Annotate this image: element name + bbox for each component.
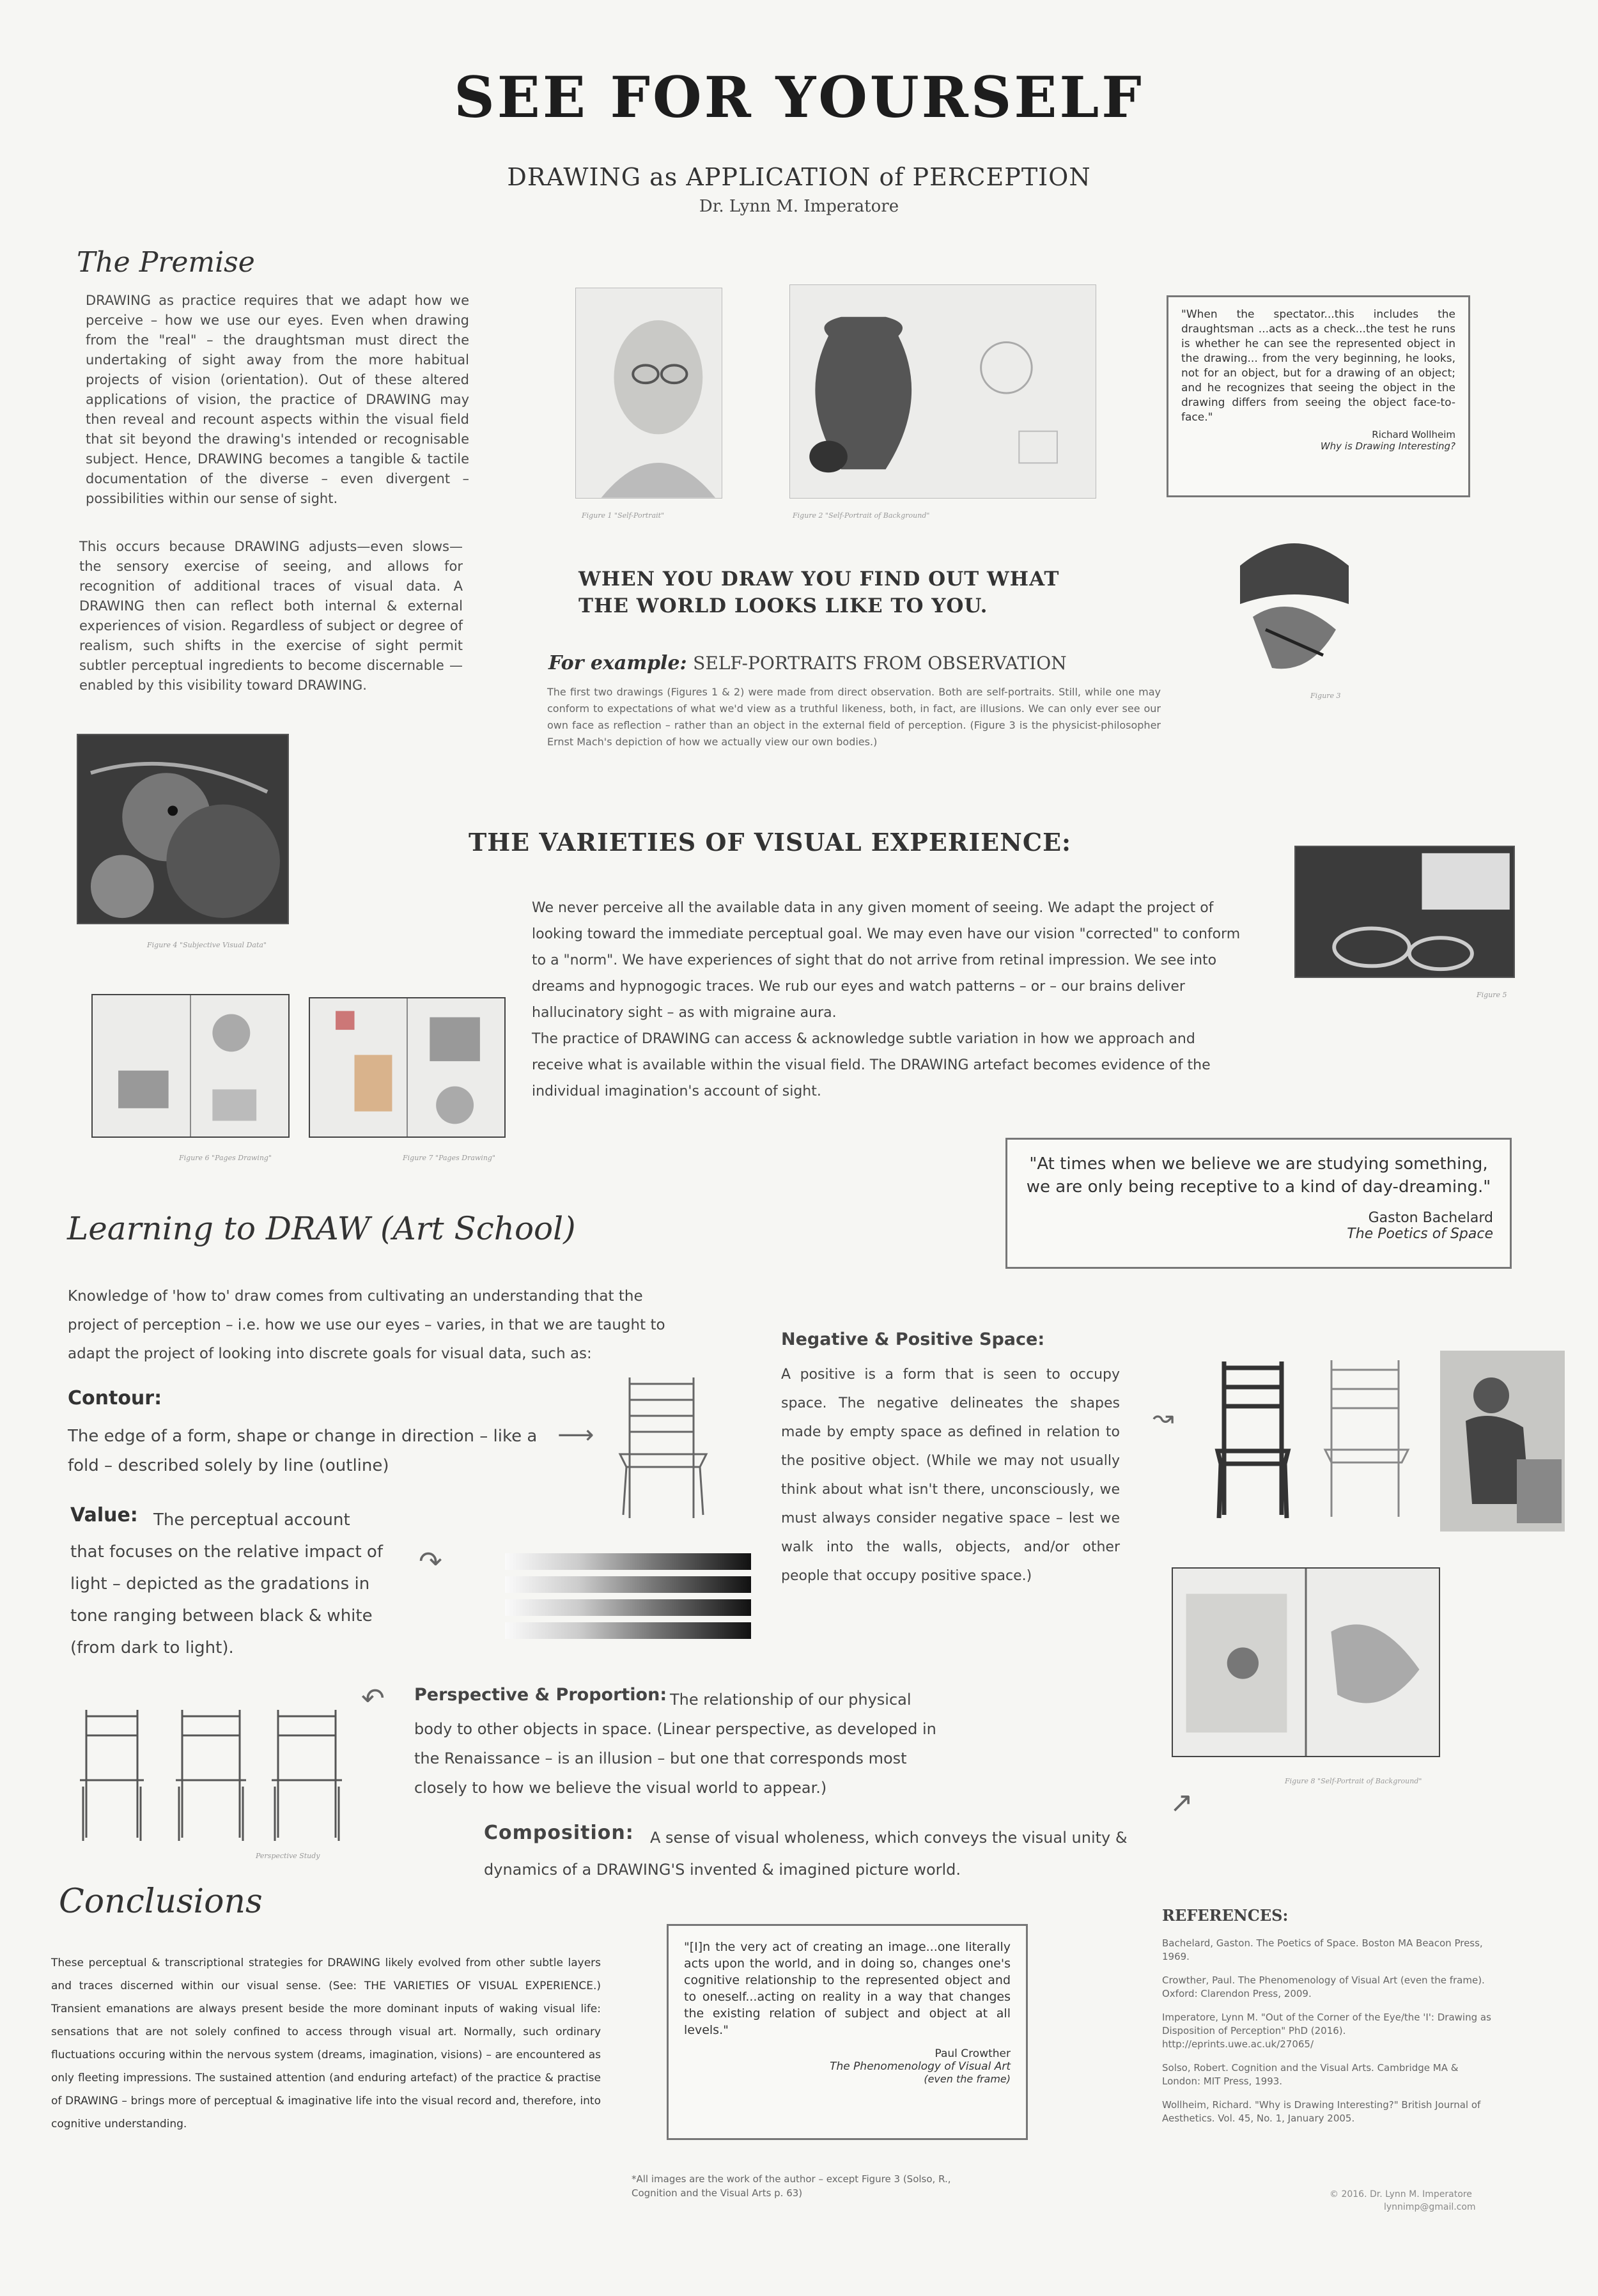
mach-self-view-sketch <box>1234 527 1355 678</box>
find-out-line-2: THE WORLD LOOKS LIKE TO YOU. <box>578 594 988 617</box>
negative-text: A positive is a form that is seen to occupy space. The negative delineates the shapes made by empty space as defined in relation to the positive object. (While we may not usually think about what isn't there, unconsciously, we must always consider negative space – lest we walk into the walls, objects, and/or other people that occupy positive space.) <box>781 1367 1120 1584</box>
conclusions-heading: Conclusions <box>59 1882 263 1921</box>
perspective-arrow-icon: ↶ <box>361 1682 385 1715</box>
conclusions-text: These perceptual & transcriptional strategies for DRAWING likely evolved from other subtle layers and traces discerned within our visual sense. (See: THE VARIETIES OF VISUAL EXPERIENCE.) Transient emanations are always present beside the more dominant inputs of waking visual life: sensations that are not solely confined to access through visual art. Normally, such ordinary fluctuations occuring within the nervous system (dreams, imagination, visions) – are encountered as only fleeting impressions. The sustained attention (and enduring artefact) of the practice & practise of DRAWING – brings more of perceptual & imaginative life into the visual record and, therefore, into cognitive understanding. <box>51 1957 601 2130</box>
perspective-label: Perspective & Proportion: <box>414 1685 667 1705</box>
references-list <box>1162 1937 1494 2136</box>
reference-item: Bachelard, Gaston. The Poetics of Space. Boston MA Beacon Press, 1969. <box>1162 1937 1483 1962</box>
poster-author: Dr. Lynn M. Imperatore <box>699 197 899 216</box>
footer-copyright: © 2016. Dr. Lynn M. Imperatore <box>1330 2189 1472 2199</box>
sketchbook-pages-sketch-a <box>93 995 288 1136</box>
reference-item: Solso, Robert. Cognition and the Visual Arts. Cambridge MA & London: MIT Press, 1993. <box>1162 2062 1459 2087</box>
composition-label: Composition: <box>484 1822 634 1844</box>
negative-arrow-icon: ↝ <box>1152 1403 1174 1432</box>
poster-subtitle: DRAWING as APPLICATION of PERCEPTION <box>507 163 1091 191</box>
footer-note: *All images are the work of the author – except Figure 3 (Solso, R., Cognition and the Visual Arts p. 63) <box>632 2173 951 2199</box>
references-heading: REFERENCES: <box>1162 1906 1289 1925</box>
poster-title: SEE FOR YOURSELF <box>454 64 1144 130</box>
figure-2-image <box>789 284 1096 499</box>
crowther-quote-work: The Phenomenology of Visual Art <box>830 2060 1011 2073</box>
value-arrow-icon: ↷ <box>419 1546 442 1578</box>
figure-8-caption: Figure 8 "Self-Portrait of Background" <box>1285 1777 1422 1785</box>
self-portrait-sketch <box>576 288 722 498</box>
figure-8-image <box>1172 1567 1440 1757</box>
figure-6-image <box>91 994 290 1138</box>
seated-figure-image <box>1440 1351 1565 1532</box>
wollheim-quote-box <box>1167 295 1470 497</box>
footer-email: lynnimp@gmail.com <box>1384 2202 1476 2212</box>
dark-chair-image <box>1211 1355 1294 1521</box>
find-out-line-1: WHEN YOU DRAW YOU FIND OUT WHAT <box>578 568 1060 591</box>
premise-paragraph-2: This occurs because DRAWING adjusts—even slows— the sensory exercise of seeing, and allows for recognition of additional traces of visual data. A DRAWING then can reflect both internal & external experiences of vision. Regardless of subject or degree of realism, such shifts in the exercise of sight permit subtler perceptual ingredients to become discernable —enabled by this visibility toward DRAWING. <box>79 539 463 693</box>
example-title: SELF-PORTRAITS FROM OBSERVATION <box>693 653 1067 674</box>
contour-label: Contour: <box>68 1387 162 1409</box>
figure-5-image <box>1294 846 1515 978</box>
contour-arrow-icon: ⟶ <box>557 1420 594 1450</box>
composition-text: A sense of visual wholeness, which conveys the visual unity & dynamics of a DRAWING'S invented & imagined picture world. <box>484 1829 1128 1879</box>
figure-4-caption: Figure 4 "Subjective Visual Data" <box>147 941 267 949</box>
light-chair-image <box>1319 1354 1415 1523</box>
figure-5-caption: Figure 5 <box>1477 991 1507 999</box>
figure-8-arrow-icon: ↗ <box>1170 1787 1193 1819</box>
bachelard-quote-work: The Poetics of Space <box>1347 1226 1493 1242</box>
varieties-paragraph-1: We never perceive all the available data in any given moment of seeing. We adapt the project of looking toward the immediate perceptual goal. We may even have our vision "corrected" to conform to a "norm". We have experiences of sight that do not arrive from retinal impression. We see into dreams and hypnogogic traces. We rub our eyes and watch patterns – or – our brains deliver hallucinatory sight – as with migraine aura. <box>532 900 1241 1021</box>
bachelard-quote-author: Gaston Bachelard <box>1368 1210 1493 1226</box>
crowther-quote-author: Paul Crowther <box>935 2047 1011 2060</box>
figure-1-image <box>575 288 722 499</box>
wollheim-quote-text: "When the spectator...this includes the draughtsman ...acts as a check...the test he runs is whether he can see the represented object in the drawing... from the very beginning, he looks, not for an object, but for a drawing of an object; and he recognizes that seeing the object in the drawing differs from seeing the object face-to-face." <box>1181 308 1455 424</box>
bachelard-quote-box <box>1005 1138 1512 1269</box>
perspective-chairs-image <box>80 1697 358 1847</box>
figure-1-caption: Figure 1 "Self-Portrait" <box>582 511 665 520</box>
figure-7-image <box>309 997 506 1138</box>
sketchbook-pages-sketch-b <box>310 998 504 1136</box>
figure-3-caption: Figure 3 <box>1310 692 1341 700</box>
crowther-quote-box <box>667 1924 1028 2140</box>
varieties-heading: THE VARIETIES OF VISUAL EXPERIENCE: <box>469 828 1072 857</box>
gradient-bar <box>505 1576 751 1593</box>
premise-heading: The Premise <box>77 246 255 279</box>
wollheim-quote-work: Why is Drawing Interesting? <box>1320 440 1455 452</box>
learning-heading: Learning to DRAW (Art School) <box>67 1210 576 1247</box>
seated-figure-sketch <box>1440 1351 1565 1532</box>
value-label: Value: <box>70 1504 138 1526</box>
learning-intro: Knowledge of 'how to' draw comes from cultivating an understanding that the project of perception – i.e. how we use our eyes – varies, in that we are taught to adapt the project of looking into discrete goals for visual data, such as: <box>68 1288 665 1362</box>
value-gradient-scale <box>505 1553 751 1645</box>
reference-item: Imperatore, Lynn M. "Out of the Corner of the Eye/the 'I': Drawing as Disposition of Perception" PhD (2016). http://eprints.uwe.ac.uk/27065/ <box>1162 2012 1491 2050</box>
value-text: The perceptual account that focuses on the relative impact of light – depicted as the gradations in tone ranging between black & white (from dark to light). <box>70 1510 383 1657</box>
example-text: The first two drawings (Figures 1 & 2) were made from direct observation. Both are self-portraits. Still, while one may conform to expectations of what we'd view as a truthful likeness, both, in fact, are illusions. We can only ever see our own face as reflection – rather than an object in the external field of perception. (Figure 3 is the physicist-philosopher Ernst Mach's depiction of how we actually view our own bodies.) <box>547 686 1161 748</box>
contour-text: The edge of a form, shape or change in direction – like a fold – described solely by line (outline) <box>68 1427 538 1475</box>
gradient-bar <box>505 1553 751 1570</box>
figure-3-image <box>1234 527 1355 678</box>
bachelard-quote-text: "At times when we believe we are studying something, we are only being receptive to a kind of day-dreaming." <box>1026 1154 1491 1197</box>
reference-item: Wollheim, Richard. "Why is Drawing Interesting?" British Journal of Aesthetics. Vol. 45, No. 1, January 2005. <box>1162 2099 1481 2124</box>
sketchbook-interior-sketch <box>1173 1569 1439 1756</box>
figure-7-caption: Figure 7 "Pages Drawing" <box>403 1154 496 1162</box>
figure-6-caption: Figure 6 "Pages Drawing" <box>179 1154 272 1162</box>
chair-outline-icon <box>1319 1354 1415 1523</box>
perspective-text: The relationship of our physical body to other objects in space. (Linear perspective, as developed in the Renaissance – is an illusion – but one that corresponds most closely to how we believe the visual world to appear.) <box>414 1691 936 1797</box>
chair-silhouette-icon <box>1211 1355 1294 1521</box>
eye-chart-sketch <box>1296 847 1514 977</box>
figure-9-caption: Perspective Study <box>256 1852 320 1860</box>
reference-item: Crowther, Paul. The Phenomenology of Visual Art (even the frame). Oxford: Clarendon Press, 2009. <box>1162 1974 1485 1999</box>
negative-label: Negative & Positive Space: <box>781 1330 1045 1349</box>
premise-paragraph-1: DRAWING as practice requires that we adapt how we perceive – how we use our eyes. Even when drawing from the "real" – the draughtsman must direct the undertaking of sight away from the more habitual projects of vision (orientation). Out of these altered applications of vision, the practice of DRAWING may then reveal and recount aspects within the visual field that sit beyond the drawing's intended or recognisable subject. Hence, DRAWING becomes a tangible & tactile documentation of the diverse – even divergent – possibilities within our sense of sight. <box>86 293 469 506</box>
gradient-bar <box>505 1599 751 1616</box>
crowther-quote-text: "[I]n the very act of creating an image...one literally acts upon the world, and in doing so, changes one's cognitive relationship to the represented object and to oneself...acting on reality in a way that changes the existing relation of subject and object at all levels." <box>684 1940 1011 2037</box>
subjective-visual-data-sketch <box>78 735 288 923</box>
wollheim-quote-author: Richard Wollheim <box>1372 429 1455 440</box>
example-label: For example: <box>548 652 687 674</box>
chair-outline-icon <box>604 1371 719 1518</box>
vase-still-life-sketch <box>790 285 1096 498</box>
gradient-bar <box>505 1622 751 1639</box>
figure-2-caption: Figure 2 "Self-Portrait of Background" <box>793 511 930 520</box>
three-chairs-sketch <box>80 1697 358 1847</box>
figure-4-image <box>77 734 289 924</box>
contour-chair-image <box>604 1371 719 1518</box>
crowther-quote-work-2: (even the frame) <box>924 2073 1011 2085</box>
varieties-paragraph-2: The practice of DRAWING can access & acknowledge subtle variation in how we approach and receive what is available within the visual field. The DRAWING artefact becomes evidence of the individual imagination's account of sight. <box>532 1031 1211 1099</box>
example-heading <box>548 652 1067 674</box>
